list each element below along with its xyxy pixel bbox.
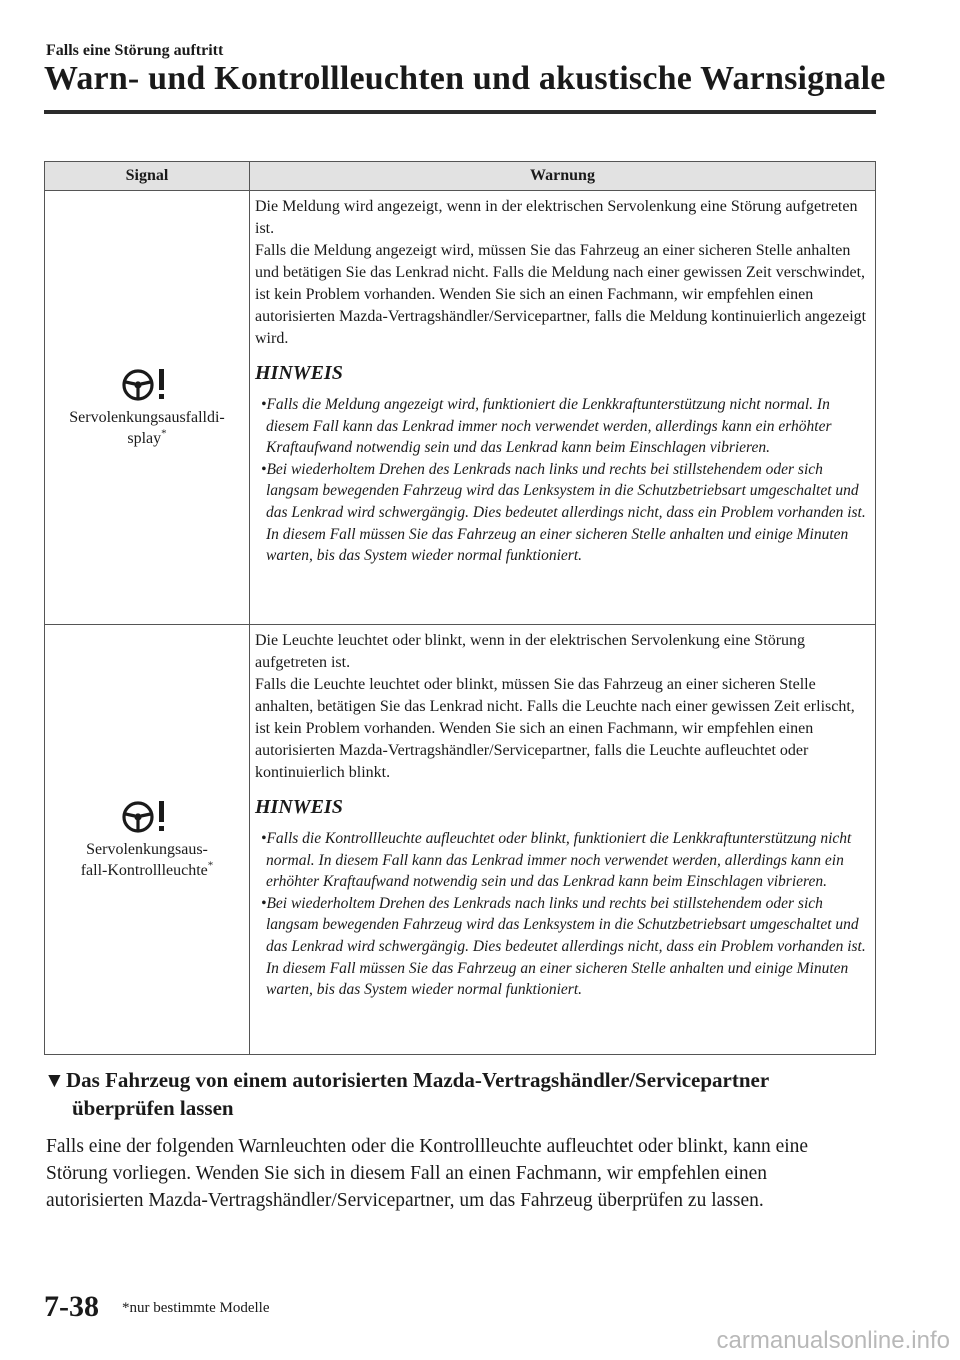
page-title: Warn- und Kontrollleuchten und akustische Warnsignale xyxy=(44,60,886,97)
section-body: Falls eine der folgenden Warnleuchten oder die Kontrollleuchte aufleuchtet oder blinkt, kann eine Störung vorliegen. Wenden Sie sich in diesem Fall an einen Fachmann, wir empfehlen einen autorisierten Mazda-Vertragshändler/Servicepartner, um das Fahrzeug überprüfen zu lassen. xyxy=(46,1136,809,1211)
steering-wheel-warning-icon xyxy=(121,799,173,833)
column-header-signal: Signal xyxy=(45,162,250,191)
steering-wheel-warning-icon xyxy=(121,367,173,401)
note-bullet: •Bei wiederholtem Drehen des Lenkrads nach links und rechts bei stillstehendem oder sich langsam bewegenden Fahrzeug wird das Lenksystem in die Schutzbetriebsart umgeschaltet und das Lenkrad wird schwergängig. Dies bedeutet allerdings nicht, dass ein Problem vorhanden ist. In diesem Fall müssen Sie das Fahrzeug an einer sicheren Stelle anhalten und einige Minuten warten, bis das System wieder normal funktioniert. xyxy=(261,894,866,999)
signal-label-line2: splay* xyxy=(127,427,167,447)
section-heading xyxy=(44,1066,874,1122)
footnote: *nur bestimmte Modelle xyxy=(122,1300,270,1316)
section-marker-icon: ▼ xyxy=(44,1068,65,1092)
footnote-marker: * xyxy=(161,427,167,440)
section-heading-line1: Das Fahrzeug von einem autorisierten Mazda-Vertragshändler/Servicepartner xyxy=(66,1068,770,1092)
note-title: HINWEIS xyxy=(255,362,343,384)
signal-label: Servolenkungsausfalldi- xyxy=(69,408,225,426)
warning-description: Die Meldung wird angezeigt, wenn in der elektrischen Servolenkung eine Störung aufgetreten ist. xyxy=(255,198,858,237)
signal-label: Servolenkungsaus- xyxy=(86,840,208,858)
signal-cell xyxy=(45,191,250,625)
signal-cell xyxy=(45,625,250,1055)
column-header-warning: Warnung xyxy=(250,162,876,191)
note-title: HINWEIS xyxy=(255,796,343,818)
warning-table xyxy=(44,161,876,1055)
footnote-marker: * xyxy=(207,859,214,872)
warning-description: Die Leuchte leuchtet oder blinkt, wenn in der elektrischen Servolenkung eine Störung aufgetreten ist. xyxy=(255,632,806,671)
table-header-row xyxy=(45,162,876,191)
note-bullet: •Falls die Meldung angezeigt wird, funktioniert die Lenkkraftunterstützung nicht normal. In diesem Fall kann das Lenkrad immer noch verwendet werden, allerdings kann ein erhöhter Kraftaufwand notwendig sein und das Lenkrad kann beim Einschlagen vibrieren. xyxy=(261,396,832,457)
header-divider xyxy=(44,110,876,114)
page-number: 7-38 xyxy=(44,1290,99,1323)
note-bullet: •Bei wiederholtem Drehen des Lenkrads nach links und rechts bei stillstehendem oder sich langsam bewegenden Fahrzeug wird das Lenksystem in die Schutzbetriebsart umgeschaltet und das Lenkrad wird schwergängig. Dies bedeutet allerdings nicht, dass ein Problem vorhanden ist. In diesem Fall müssen Sie das Fahrzeug an einer sicheren Stelle anhalten und einige Minuten warten, bis das System wieder normal funktioniert. xyxy=(261,460,866,565)
signal-label-line2: fall-Kontrollleuchte* xyxy=(80,859,214,879)
table-row xyxy=(45,625,876,1055)
table-row xyxy=(45,191,876,625)
note-bullet: •Falls die Kontrollleuchte aufleuchtet oder blinkt, funktioniert die Lenkkraftunterstützung nicht normal. In diesem Fall kann das Lenkrad immer noch verwendet werden, allerdings kann ein erhöhter Kraftaufwand notwendig sein und das Lenkrad kann beim Einschlagen vibrieren. xyxy=(261,830,852,891)
section-label: Falls eine Störung auftritt xyxy=(46,42,224,59)
warning-cell xyxy=(250,625,876,1055)
warning-cell xyxy=(250,191,876,625)
warning-description-2: Falls die Meldung angezeigt wird, müssen Sie das Fahrzeug an einer sicheren Stelle anhalten und betätigen Sie das Lenkrad nicht. Falls die Meldung nach einer gewissen Zeit verschwindet, ist kein Problem vorhanden. Wenden Sie sich an einen Fachmann, wir empfehlen einen autorisierten Mazda-Vertragshändler/Servicepartner, falls die Meldung kontinuierlich angezeigt wird. xyxy=(255,242,867,347)
warning-description-2: Falls die Leuchte leuchtet oder blinkt, müssen Sie das Fahrzeug an einer sicheren Stelle anhalten, betätigen Sie das Lenkrad nicht. Falls die Leuchte nach einer gewissen Zeit erlischt, ist kein Problem vorhanden. Wenden Sie sich an einen Fachmann, wir empfehlen einen autorisierten Mazda-Vertragshändler/Servicepartner, falls die Leuchte aufleuchtet oder kontinuierlich blinkt. xyxy=(255,676,855,781)
section-heading-line2: überprüfen lassen xyxy=(72,1096,234,1120)
watermark: carmanualsonline.info xyxy=(716,1327,950,1354)
